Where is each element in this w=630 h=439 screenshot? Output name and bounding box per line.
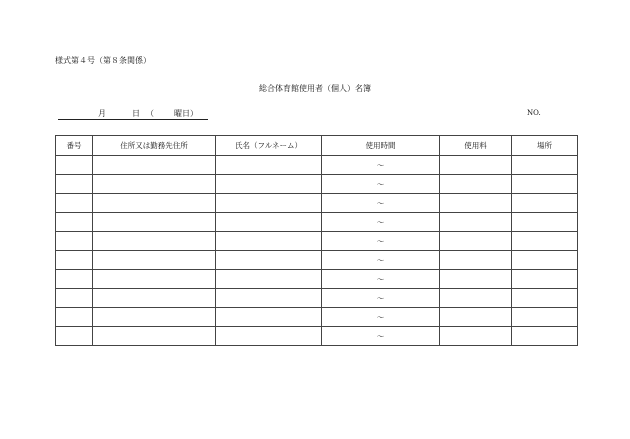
table-row bbox=[56, 270, 578, 289]
place-cell[interactable] bbox=[512, 327, 578, 346]
number-cell[interactable] bbox=[56, 213, 93, 232]
place-cell[interactable] bbox=[512, 251, 578, 270]
header-usage-time: 使用時間 bbox=[322, 136, 440, 156]
number-cell[interactable] bbox=[56, 289, 93, 308]
table-row bbox=[56, 213, 578, 232]
number-label: NO. bbox=[527, 109, 541, 117]
fee-cell[interactable] bbox=[440, 194, 512, 213]
address-cell[interactable] bbox=[93, 289, 216, 308]
name-cell[interactable] bbox=[216, 270, 322, 289]
usage-time-cell[interactable]: ～ bbox=[322, 251, 440, 270]
table-row bbox=[56, 289, 578, 308]
address-cell[interactable] bbox=[93, 251, 216, 270]
address-cell[interactable] bbox=[93, 213, 216, 232]
header-fee: 使用料 bbox=[440, 136, 512, 156]
place-cell[interactable] bbox=[512, 308, 578, 327]
number-cell[interactable] bbox=[56, 308, 93, 327]
table-row bbox=[56, 308, 578, 327]
header-address: 住所又は勤務先住所 bbox=[93, 136, 216, 156]
place-cell[interactable] bbox=[512, 270, 578, 289]
form-number: 様式第４号（第８条関係） bbox=[55, 56, 151, 65]
address-cell[interactable] bbox=[93, 175, 216, 194]
header-place: 場所 bbox=[512, 136, 578, 156]
fee-cell[interactable] bbox=[440, 213, 512, 232]
number-cell[interactable] bbox=[56, 327, 93, 346]
header-row bbox=[56, 136, 578, 156]
place-cell[interactable] bbox=[512, 232, 578, 251]
name-cell[interactable] bbox=[216, 156, 322, 175]
number-cell[interactable] bbox=[56, 251, 93, 270]
address-cell[interactable] bbox=[93, 194, 216, 213]
table-row bbox=[56, 156, 578, 175]
table-row bbox=[56, 232, 578, 251]
document-title: 総合体育館使用者（個人）名簿 bbox=[259, 84, 371, 93]
register-table bbox=[55, 135, 578, 346]
header-number: 番号 bbox=[56, 136, 93, 156]
name-cell[interactable] bbox=[216, 213, 322, 232]
fee-cell[interactable] bbox=[440, 289, 512, 308]
usage-time-cell[interactable]: ～ bbox=[322, 327, 440, 346]
name-cell[interactable] bbox=[216, 289, 322, 308]
fee-cell[interactable] bbox=[440, 156, 512, 175]
fee-cell[interactable] bbox=[440, 175, 512, 194]
fee-cell[interactable] bbox=[440, 270, 512, 289]
date-line bbox=[58, 108, 208, 120]
name-cell[interactable] bbox=[216, 232, 322, 251]
fee-cell[interactable] bbox=[440, 308, 512, 327]
address-cell[interactable] bbox=[93, 308, 216, 327]
address-cell[interactable] bbox=[93, 232, 216, 251]
day-label: 日 bbox=[132, 109, 140, 118]
name-cell[interactable] bbox=[216, 308, 322, 327]
table-row bbox=[56, 327, 578, 346]
usage-time-cell[interactable]: ～ bbox=[322, 270, 440, 289]
place-cell[interactable] bbox=[512, 213, 578, 232]
address-cell[interactable] bbox=[93, 327, 216, 346]
place-cell[interactable] bbox=[512, 289, 578, 308]
weekday-label: 曜日） bbox=[174, 109, 198, 118]
table-row bbox=[56, 194, 578, 213]
number-cell[interactable] bbox=[56, 232, 93, 251]
number-cell[interactable] bbox=[56, 194, 93, 213]
paren-open: （ bbox=[146, 109, 154, 118]
usage-time-cell[interactable]: ～ bbox=[322, 194, 440, 213]
fee-cell[interactable] bbox=[440, 251, 512, 270]
usage-time-cell[interactable]: ～ bbox=[322, 308, 440, 327]
name-cell[interactable] bbox=[216, 175, 322, 194]
usage-time-cell[interactable]: ～ bbox=[322, 156, 440, 175]
usage-time-cell[interactable]: ～ bbox=[322, 175, 440, 194]
month-label: 月 bbox=[98, 109, 106, 118]
address-cell[interactable] bbox=[93, 270, 216, 289]
usage-time-cell[interactable]: ～ bbox=[322, 213, 440, 232]
usage-time-cell[interactable]: ～ bbox=[322, 289, 440, 308]
name-cell[interactable] bbox=[216, 194, 322, 213]
place-cell[interactable] bbox=[512, 194, 578, 213]
number-cell[interactable] bbox=[56, 270, 93, 289]
usage-time-cell[interactable]: ～ bbox=[322, 232, 440, 251]
fee-cell[interactable] bbox=[440, 327, 512, 346]
table-row bbox=[56, 175, 578, 194]
name-cell[interactable] bbox=[216, 327, 322, 346]
place-cell[interactable] bbox=[512, 175, 578, 194]
address-cell[interactable] bbox=[93, 156, 216, 175]
header-name: 氏名（フルネーム） bbox=[216, 136, 322, 156]
table-row bbox=[56, 251, 578, 270]
number-cell[interactable] bbox=[56, 156, 93, 175]
number-cell[interactable] bbox=[56, 175, 93, 194]
place-cell[interactable] bbox=[512, 156, 578, 175]
fee-cell[interactable] bbox=[440, 232, 512, 251]
name-cell[interactable] bbox=[216, 251, 322, 270]
